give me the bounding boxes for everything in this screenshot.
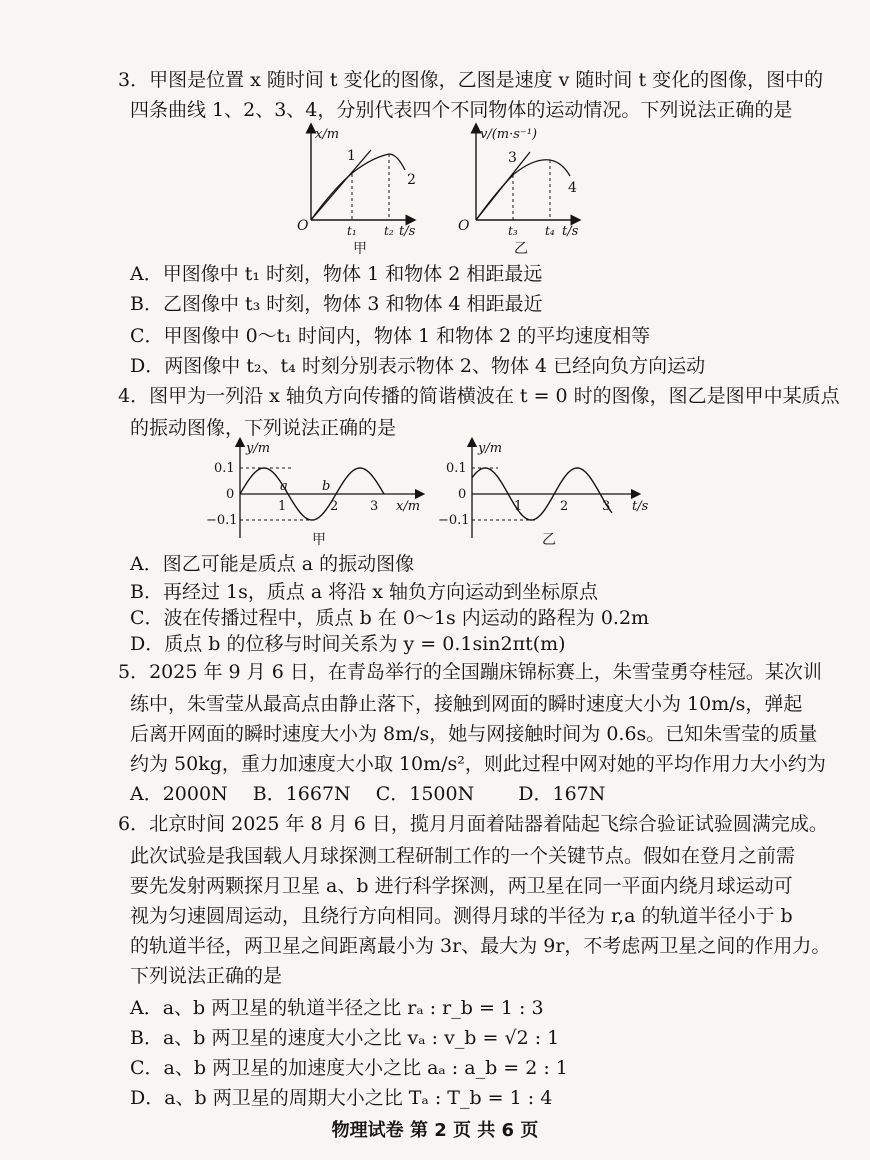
q3-figure-v-t [450, 122, 590, 266]
q3-option-d[interactable]: D．两图像中 t₂、t₄ 时刻分别表示物体 2、物体 4 已经向负方向运动 [130, 355, 706, 377]
tick-2: 2 [560, 499, 569, 514]
origin: O [458, 218, 470, 234]
tick-3: 3 [602, 499, 611, 514]
q5-stem-line4: 约为 50kg，重力加速度大小取 10m/s²，则此过程中网对她的平均作用力大小约为 [130, 753, 826, 775]
label-3: 3 [508, 150, 517, 166]
q6-option-c[interactable]: C．a、b 两卫星的加速度大小之比 aₐ : a_b = 2 : 1 [130, 1057, 568, 1079]
q5-stem-line1: 5．2025 年 9 月 6 日，在青岛举行的全国蹦床锦标赛上，朱雪莹勇夺桂冠。某次训 [118, 661, 822, 683]
q4-option-a[interactable]: A．图乙可能是质点 a 的振动图像 [130, 553, 415, 575]
label-1: 1 [347, 148, 356, 164]
q5-options[interactable]: A．2000N B．1667N C．1500N D．167N [130, 783, 606, 805]
q6-option-b[interactable]: B．a、b 两卫星的速度大小之比 vₐ : v_b = √2 : 1 [130, 1027, 560, 1049]
q5-stem-line3: 后离开网面的瞬时速度大小为 8m/s，她与网接触时间为 0.6s。已知朱雪莹的质量 [130, 723, 818, 745]
curve-4 [476, 160, 570, 220]
ylabel: y/m [478, 441, 503, 456]
yzero: 0 [226, 487, 235, 502]
q4-stem-line1: 4．图甲为一列沿 x 轴负方向传播的简谐横波在 t = 0 时的图像，图乙是图甲中某质点 [118, 385, 840, 407]
q6-stem-line5: 的轨道半径，两卫星之间距离最小为 3r、最大为 9r，不考虑两卫星之间的作用力。 [130, 935, 831, 957]
curve-2 [311, 154, 405, 220]
xlabel: t/s [632, 499, 649, 514]
yzero: 0 [458, 487, 467, 502]
xlabel: t/s [562, 224, 579, 239]
origin: O [297, 218, 309, 234]
q6-option-a[interactable]: A．a、b 两卫星的轨道半径之比 rₐ : r_b = 1 : 3 [130, 997, 544, 1019]
label-4: 4 [568, 180, 577, 196]
tick-2: 2 [330, 499, 339, 514]
caption: 乙 [514, 241, 528, 257]
q4-figure-oscillation [430, 438, 670, 552]
q3-option-b[interactable]: B．乙图像中 t₃ 时刻，物体 3 和物体 4 相距最近 [130, 293, 543, 315]
ylabel: y/m [246, 441, 271, 456]
tick-t2: t₂ [384, 224, 394, 238]
q6-stem-line2: 此次试验是我国载人月球探测工程研制工作的一个关键节点。假如在登月之前需 [130, 845, 796, 867]
q4-option-d[interactable]: D．质点 b 的位移与时间关系为 y = 0.1sin2πt(m) [130, 633, 566, 655]
tick-1: 1 [278, 499, 287, 514]
q6-stem-line4: 视为匀速圆周运动，且绕行方向相同。测得月球的半径为 r,a 的轨道半径小于 b [130, 905, 793, 927]
xlabel: t/s [399, 224, 416, 239]
caption: 乙 [542, 532, 556, 548]
tick-t1: t₁ [347, 224, 357, 238]
tick-t3: t₃ [508, 224, 518, 238]
q6-stem-line6: 下列说法正确的是 [130, 965, 283, 987]
caption: 甲 [353, 241, 367, 257]
ytop: 0.1 [214, 461, 235, 476]
curve-1 [311, 150, 371, 220]
tick-1: 1 [514, 499, 523, 514]
q5-stem-line2: 练中，朱雪莹从最高点由静止落下，接触到网面的瞬时速度大小为 10m/s，弹起 [130, 693, 803, 715]
tick-t4: t₄ [545, 224, 555, 238]
ylabel: x/m [315, 127, 340, 142]
xlabel: x/m [396, 499, 421, 514]
q6-stem-line3: 要先发射两颗探月卫星 a、b 进行科学探测，两卫星在同一平面内绕月球运动可 [130, 875, 793, 897]
q4-figure-wave [200, 438, 440, 552]
q3-stem-line2: 四条曲线 1、2、3、4，分别代表四个不同物体的运动情况。下列说法正确的是 [130, 99, 793, 121]
q4-stem-line2: 的振动图像，下列说法正确的是 [130, 417, 397, 439]
q3-option-a[interactable]: A．甲图像中 t₁ 时刻，物体 1 和物体 2 相距最远 [130, 263, 543, 285]
label-2: 2 [407, 172, 416, 188]
page-footer: 物理试卷 第 2 页 共 6 页 [331, 1120, 539, 1141]
q6-option-d[interactable]: D．a、b 两卫星的周期大小之比 Tₐ : T_b = 1 : 4 [130, 1087, 553, 1109]
q4-option-b[interactable]: B．再经过 1s，质点 a 将沿 x 轴负方向运动到坐标原点 [130, 581, 599, 603]
ytop: 0.1 [446, 461, 467, 476]
q3-stem-line1: 3．甲图是位置 x 随时间 t 变化的图像，乙图是速度 v 随时间 t 变化的图像，图中的 [118, 69, 824, 91]
caption: 甲 [312, 532, 326, 548]
ybottom: −0.1 [206, 513, 238, 528]
q4-option-c[interactable]: C．波在传播过程中，质点 b 在 0～1s 内运动的路程为 0.2m [130, 607, 650, 629]
q3-option-c[interactable]: C．甲图像中 0～t₁ 时间内，物体 1 和物体 2 的平均速度相等 [130, 325, 651, 347]
q6-stem-line1: 6．北京时间 2025 年 8 月 6 日，揽月月面着陆器着陆起飞综合验证试验圆满完成。 [118, 813, 828, 835]
point-a: a [280, 479, 288, 494]
q3-figure-x-t [285, 122, 425, 266]
point-b: b [322, 479, 331, 494]
tick-3: 3 [370, 499, 379, 514]
ylabel: v/(m·s⁻¹) [480, 127, 538, 142]
ybottom: −0.1 [438, 513, 470, 528]
